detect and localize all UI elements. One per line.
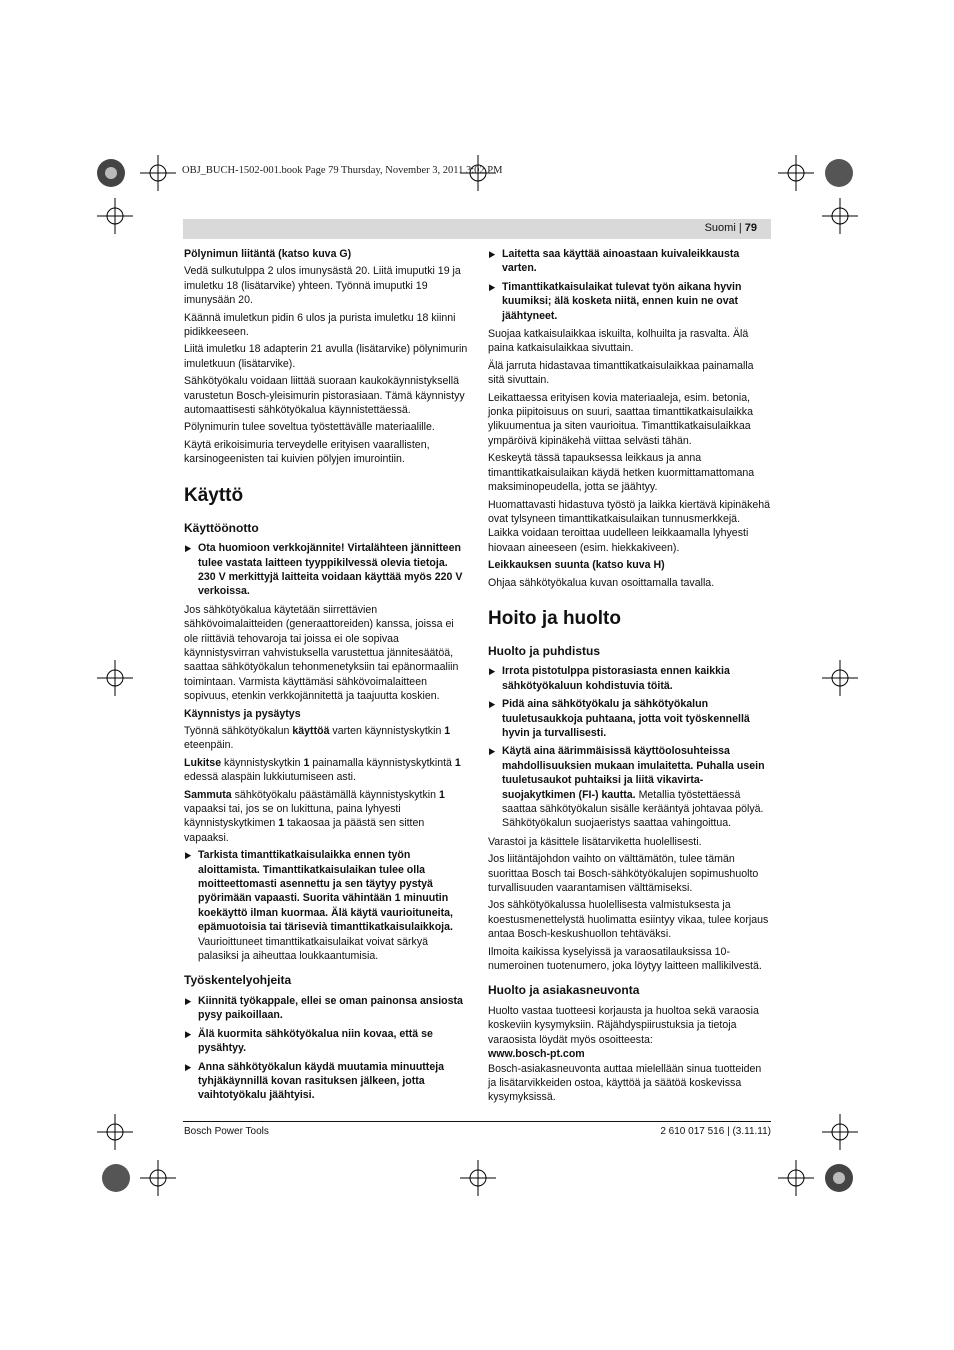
crosshair-mark-upper-left xyxy=(97,198,133,234)
registration-mark-top-left xyxy=(95,157,127,189)
paragraph: Varastoi ja käsittele lisätarviketta huolellisesti. xyxy=(488,835,702,848)
bullet-text: Ota huomioon verkkojännite! Virtalähteen jännitteen tulee vastata laitteen tyyppikilvessä olevia tietoja. 230 V merkittyjä laitteita voidaan käyttää myös 220 V verkoissa. xyxy=(198,542,463,598)
bullet-arrow-icon: ▶ xyxy=(489,249,496,259)
header-language: Suomi xyxy=(704,222,736,234)
footer-left: Bosch Power Tools xyxy=(184,1126,269,1137)
paragraph: Keskeytä tässä tapauksessa leikkaus ja anna timanttikatkaisulaikan käydä hetken kuormittamattomana maksiminopeudella, jotta se jäähtyy. xyxy=(488,452,755,494)
bullet-item xyxy=(184,1027,468,1056)
paragraph: Ilmoita kaikissa kyselyissä ja varaosatilauksissa 10-numeroinen tuotenumero, joka löytyy laitteen mallikilvestä. xyxy=(488,945,762,973)
subheading-tyoskentelyohjeita: Työskentelyohjeita xyxy=(184,973,292,988)
crosshair-mark-bottom-left xyxy=(140,1160,176,1196)
bullet-text: Anna sähkötyökalun käydä muutamia minuutteja tyhjäkäynnillä kovan rasituksen jälkeen, jotta vaihtotyökalu jäähtyisi. xyxy=(198,1060,445,1102)
bullet-text: Kiinnitä työkappale, ellei se oman painonsa ansiosta pysy paikoillaan. xyxy=(198,994,463,1022)
bullet-arrow-icon: ▶ xyxy=(489,746,496,757)
print-slug: OBJ_BUCH-1502-001.book Page 79 Thursday, November 3, 2011 3:02 PM xyxy=(182,165,503,176)
paragraph: Leikattaessa erityisen kovia materiaaleja, esim. betonia, jonka piipitoisuus on suuri, saattaa timanttikatkaisulaikka ylikuumentua ja siten vaurioitua. Timanttikatkaisulaikkaa ympäröivä kipinäkehä viittaa selvästi tähän. xyxy=(488,391,753,447)
left-column xyxy=(184,247,468,1107)
right-column xyxy=(488,247,772,1108)
registration-mark-bottom-right xyxy=(823,1162,855,1194)
paragraph: Lukitse käynnistyskytkin 1 painamalla käynnistyskytkintä 1 edessä alaspäin lukkiutumiseen asti. xyxy=(184,756,461,784)
paragraph: Työnnä sähkötyökalun käyttöä varten käynnistyskytkin 1 eteenpäin. xyxy=(184,724,451,752)
paragraph: Sammuta sähkötyökalu päästämällä käynnistyskytkin 1 vapaaksi tai, jos se on lukittuna, paina lyhyesti käynnistyskytkimen 1 takaosaa ja päästä sen sitten vapaaksi. xyxy=(184,788,445,844)
page-header-bar xyxy=(183,219,771,239)
page-number xyxy=(705,222,757,234)
paragraph: Käytä erikoisimuria terveydelle erityisen vaarallisten, karsinogeenisten tai kuivien pölyjen imurointiin. xyxy=(184,438,430,466)
header-page: 79 xyxy=(744,222,757,234)
paragraph: Sähkötyökalu voidaan liittää suoraan kaukokäynnistyksellä varustetun Bosch-yleisimurin pistorasiaan. Tämä käynnistyy automaattisesti sähkötyökalua käynnistettäessä. xyxy=(184,375,465,417)
bullet-text-rest: Metallia työstettäessä saattaa sähkötyökalun sisälle kerääntyä johtavaa pölyä. Sähkötyökalun suojaeristys saattaa vahingoittua. xyxy=(502,788,764,830)
bullet-text: Timanttikatkaisulaikat tulevat työn aikana hyvin kuumiksi; älä kosketa niitä, ennen kuin ne ovat jäähtyneet. xyxy=(502,280,742,322)
section-title: Leikkauksen suunta (katso kuva H) xyxy=(488,559,665,572)
footer-rule xyxy=(183,1121,771,1122)
section-title: Pölynimun liitäntä (katso kuva G) xyxy=(184,248,352,260)
bullet-arrow-icon: ▶ xyxy=(185,995,192,1006)
crosshair-mark-lower-left xyxy=(97,1114,133,1150)
bullet-text: Laitetta saa käyttää ainoastaan kuivaleikkausta varten. xyxy=(502,248,740,275)
crosshair-mark-top-right xyxy=(778,155,814,191)
paragraph: Käännä imuletkun pidin 6 ulos ja purista imuletku 18 kiinni pidikkeeseen. xyxy=(184,311,456,339)
registration-mark-top-right xyxy=(823,157,855,189)
crosshair-mark-mid-left xyxy=(97,660,133,696)
paragraph: Jos liitäntäjohdon vaihto on välttämätön, tulee tämän suorittaa Bosch tai Bosch-sähkötyökalujen sopimushuolto turvallisuuden vaarantamisen välttämiseksi. xyxy=(488,853,759,895)
crosshair-mark-bottom-center xyxy=(460,1160,496,1196)
bullet-item xyxy=(184,1060,468,1103)
bullet-item xyxy=(184,994,468,1023)
bullet-text: Pidä aina sähkötyökalu ja sähkötyökalun tuuletusaukkoja puhtaana, jotta voit työskennellä hyvin ja turvallisesti. xyxy=(502,698,750,739)
bullet-arrow-icon: ▶ xyxy=(185,850,192,861)
bullet-arrow-icon: ▶ xyxy=(489,281,496,292)
crosshair-mark-bottom-right xyxy=(778,1160,814,1196)
bullet-item xyxy=(184,848,468,963)
crosshair-mark-lower-right xyxy=(822,1114,858,1150)
heading-kaytto: Käyttö xyxy=(184,484,244,506)
crosshair-mark-top-left xyxy=(140,155,176,191)
bullet-arrow-icon: ▶ xyxy=(489,699,496,710)
paragraph: Liitä imuletku 18 adapterin 21 avulla (lisätarvike) pölynimurin imuletkuun (lisätarvike). xyxy=(184,343,468,370)
registration-mark-bottom-left xyxy=(100,1162,132,1194)
subheading-huolto-ja-puhdistus: Huolto ja puhdistus xyxy=(488,643,600,658)
bullet-item xyxy=(488,697,772,740)
bullet-text-rest: Vaurioittuneet timanttikatkaisulaikat voivat särkyä palasiksi ja aiheuttaa loukkaantumisia. xyxy=(198,935,429,963)
paragraph: Pölynimurin tulee soveltua työstettävälle materiaalille. xyxy=(184,421,435,434)
crosshair-mark-mid-right xyxy=(822,660,858,696)
section-title: Käynnistys ja pysäytys xyxy=(184,707,301,720)
paragraph: Suojaa katkaisulaikkaa iskuilta, kolhuilta ja rasvalta. Älä paina katkaisulaikkaa sivuttain. xyxy=(488,328,749,355)
bullet-arrow-icon: ▶ xyxy=(185,543,192,554)
header-separator: | xyxy=(738,222,742,234)
bullet-item xyxy=(488,744,772,830)
footer-right: 2 610 017 516 | (3.11.11) xyxy=(660,1126,771,1137)
paragraph: Jos sähkötyökalua käytetään siirrettävien sähkövoimalaitteiden (generaattoreiden) kanssa, joissa ei ole riittäviä tehovaroja tai joissa ei ole sopivaa käynnistysvirran vahvistuksella varustettua jännitesäätöä, saattaa sähkötyökalun tehonmenetyksiin tai epänormaaliin toimintaan. Varmista käyttämäsi sähkövoimalaitteen sopivuus, etenkin verkkojännitettä ja taajuutta koskien. xyxy=(184,603,459,703)
paragraph: Huomattavasti hidastuva työstö ja laikka kiertävä kipinäkehä ovat tylsyneen timanttikatkaisulaikan tunnusmerkkejä. Laikka voidaan teroittaa uudelleen leikkaamalla lyhyesti hiovaan aineeseen (esim. hiekkakiveen). xyxy=(488,498,771,554)
bullet-text: Älä kuormita sähkötyökalua niin kovaa, että se pysähtyy. xyxy=(198,1027,433,1055)
bullet-item xyxy=(184,541,468,599)
paragraph: Vedä sulkutulppa 2 ulos imunysästä 20. Liitä imuputki 19 ja imuletku 18 (lisätarvike) yhteen. Työnnä imuputki 19 imunysään 20. xyxy=(184,265,461,307)
bullet-arrow-icon: ▶ xyxy=(185,1061,192,1072)
bullet-text: Irrota pistotulppa pistorasiasta ennen kaikkia sähkötyökaluun kohdistuvia töitä. xyxy=(502,665,730,692)
heading-hoito-ja-huolto: Hoito ja huolto xyxy=(488,607,621,629)
paragraph: Huolto vastaa tuotteesi korjausta ja huoltoa sekä varaosia koskeviin kysymyksiin. Räjähdyspiirustuksia ja tietoja varaosista löydät myös osoitteesta: xyxy=(488,1004,759,1046)
bullet-item xyxy=(488,280,772,323)
crosshair-mark-upper-right xyxy=(822,198,858,234)
bullet-arrow-icon: ▶ xyxy=(489,666,496,677)
paragraph: Ohjaa sähkötyökalua kuvan osoittamalla tavalla. xyxy=(488,576,715,589)
bullet-text: Käytä aina äärimmäisissä käyttöolosuhteissa mahdollisuuksien mukaan imulaitetta. Puhalla usein tuuletusaukot puhtaiksi ja liitä vikavirta-suojakytkimen (FI-) kautta. xyxy=(502,745,765,801)
subheading-kayttoonotto: Käyttöönotto xyxy=(184,520,259,535)
subheading-huolto-ja-asiakasneuvonta: Huolto ja asiakasneuvonta xyxy=(488,983,640,998)
paragraph: Jos sähkötyökalussa huolellisesta valmistuksesta ja koestusmenettelystä huolimatta esiintyy vikaa, tulee korjaus antaa Bosch-keskushuollon tehtäväksi. xyxy=(488,899,769,941)
bullet-arrow-icon: ▶ xyxy=(185,1028,192,1039)
website-link[interactable]: www.bosch-pt.com xyxy=(488,1048,585,1061)
bullet-item xyxy=(488,247,772,276)
paragraph: Älä jarruta hidastavaa timanttikatkaisulaikkaa painamalla sitä sivuttain. xyxy=(488,359,754,387)
bullet-text: Tarkista timanttikatkaisulaikka ennen työn aloittamista. Timanttikatkaisulaikan tulee olla moitteettomasti asennettu ja sen täytyy pystyä pyörimään vapaasti. Suorita vähintään 1 minuutin koekäyttö ilman kuormaa. Älä käytä vaurioituneita, epämuotoisia tai tärisevià timanttikatkaisulaikkoja. xyxy=(198,849,453,934)
bullet-item xyxy=(488,664,772,693)
paragraph: Bosch-asiakasneuvonta auttaa mielellään sinua tuotteiden ja lisätarvikkeiden ostoa, käyttöä ja säätöä koskevissa kysymyksissä. xyxy=(488,1062,762,1104)
